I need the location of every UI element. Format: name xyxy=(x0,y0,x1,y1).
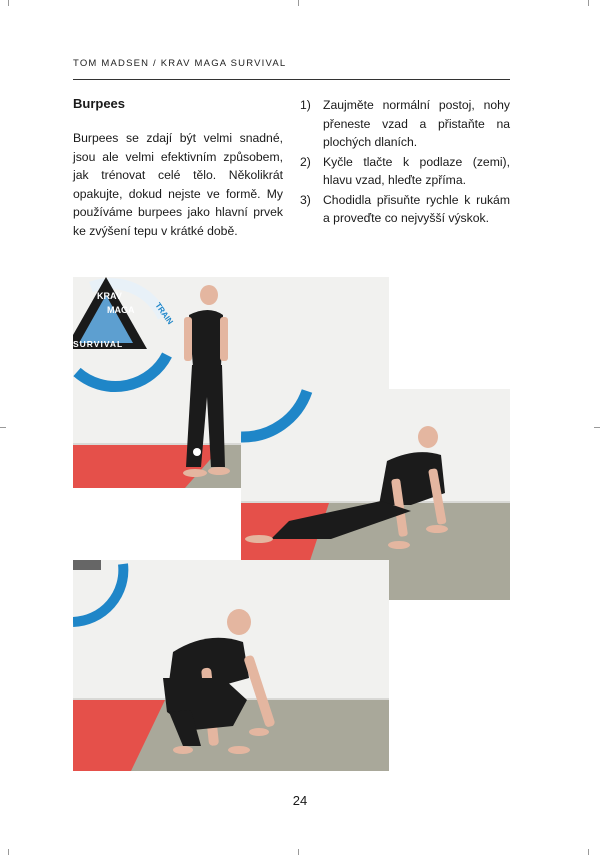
intro-column xyxy=(73,96,283,240)
step-item xyxy=(300,96,510,152)
step-text: Zaujměte normální postoj, nohy přeneste vzad a přistaňte na plochých dlaních. xyxy=(323,98,510,149)
crop-mark xyxy=(588,849,589,855)
crop-mark xyxy=(0,427,6,428)
step-number: 3) xyxy=(300,192,311,207)
step-text: Kyčle tlačte k podlaze (zemi), hlavu vzad, hleďte zpříma. xyxy=(323,154,510,187)
step-number: 1) xyxy=(300,98,311,112)
crop-mark xyxy=(298,849,299,855)
logo-ring-text: TRAIN xyxy=(153,300,175,327)
crop-mark xyxy=(298,0,299,6)
photo-squat xyxy=(73,560,389,771)
intro-paragraph: Burpees se zdají být velmi snadné, jsou ale velmi efektivním způsobem, jak trénovat celé tělo. Několikrát opakujte, dokud nejste ve formě. My používáme burpees jako hlavní prvek ke zvýšení tepu v krátké době. xyxy=(73,131,283,238)
crop-mark xyxy=(588,0,589,6)
step-number: 2) xyxy=(300,154,311,169)
step-text: Chodidla přisuňte rychle k rukám a proveďte co nejvyšší výskok. xyxy=(323,192,510,225)
step-item xyxy=(300,191,510,228)
steps-column xyxy=(300,96,510,229)
logo-text: KRAV xyxy=(97,291,122,301)
running-header: TOM MADSEN / KRAV MAGA SURVIVAL xyxy=(73,58,287,69)
page-number: 24 xyxy=(292,793,308,808)
crop-mark xyxy=(594,427,600,428)
header-rule xyxy=(73,79,510,80)
step-item xyxy=(300,153,510,190)
logo-text: SURVIVAL xyxy=(73,339,124,349)
crop-mark xyxy=(8,0,9,6)
steps-list xyxy=(300,96,510,228)
logo-text: MAGA xyxy=(107,305,135,315)
crop-mark xyxy=(8,849,9,855)
section-title: Burpees xyxy=(73,96,126,111)
